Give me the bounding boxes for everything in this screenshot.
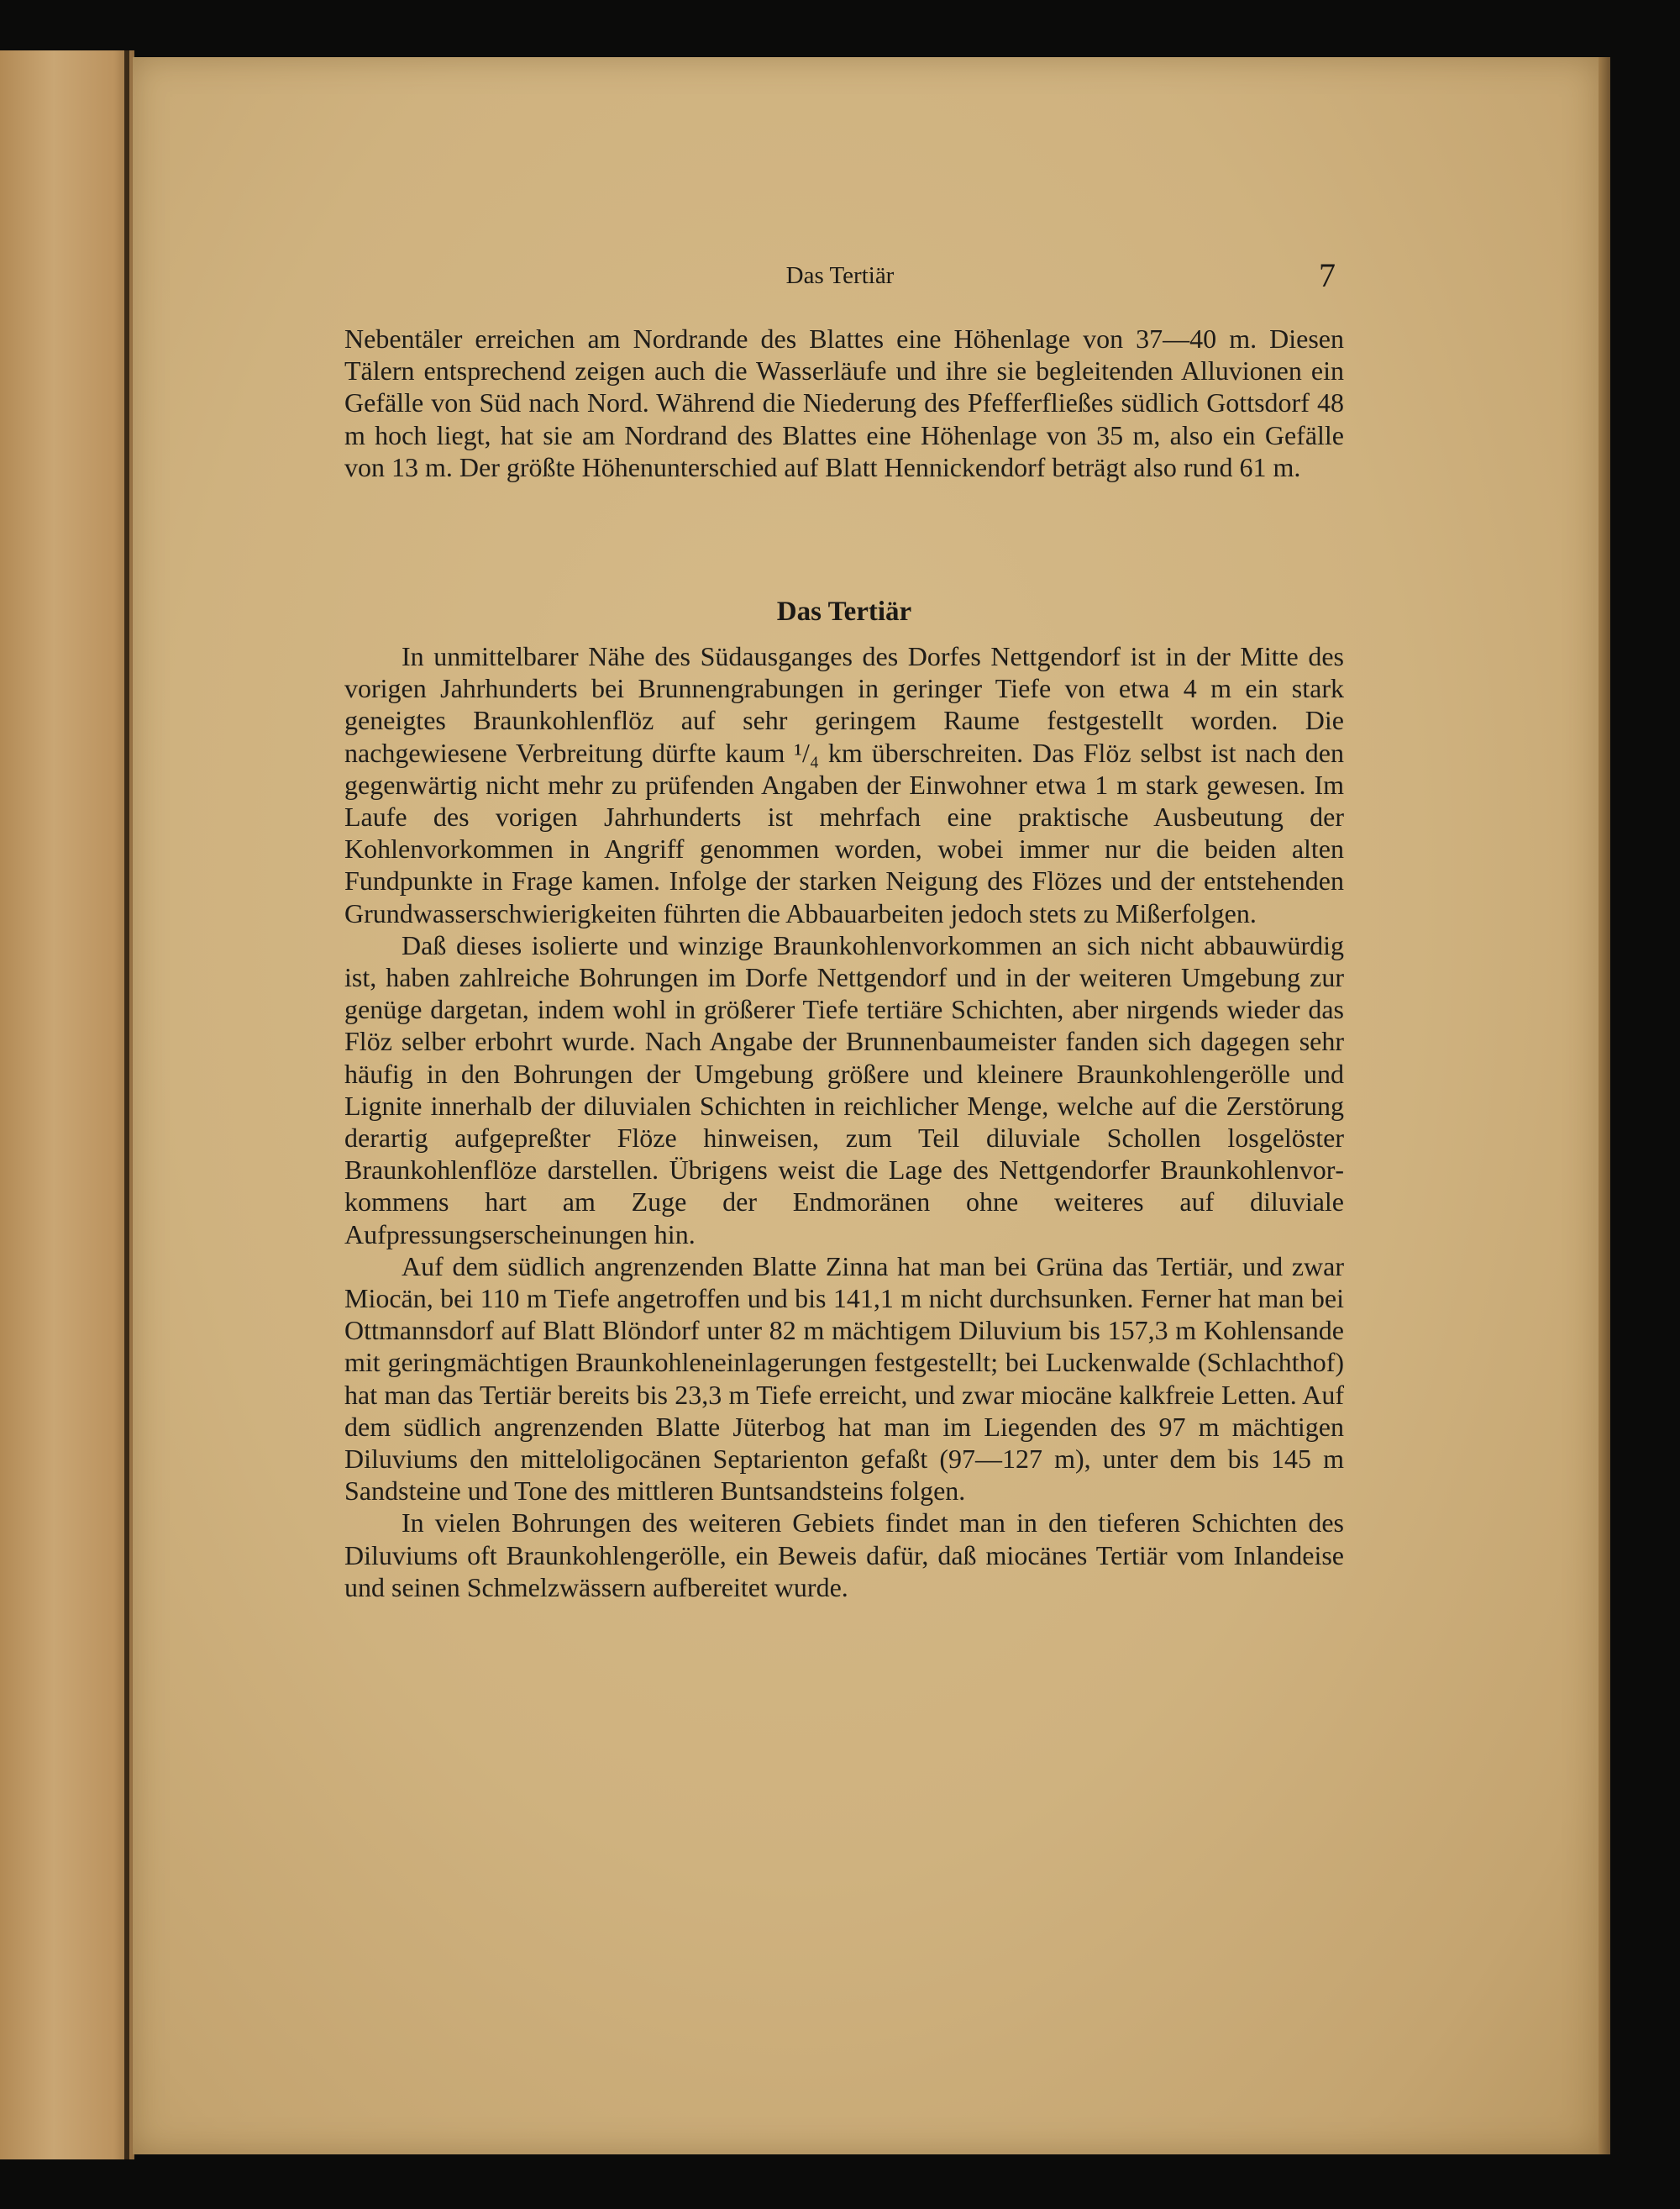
paragraph: Daß dieses isolierte und winzige Braunkohlenvorkommen an sich nicht abbauwürdig ist, haben zahlreiche Bohrungen im Dorfe Nettgendorf und in der weiteren Umgebung zur genüge dargetan, indem wohl in größerer Tiefe tertiäre Schichten, aber nirgends wieder das Flöz selber erbohrt wurde. Nach Angabe der Brunnenbaumeister fanden sich dagegen sehr häufig in den Bohrungen der Umgebung größere und kleinere Braunkohlengerölle und Lignite innerhalb der diluvialen Schichten in reichlicher Menge, welche auf die Zerstörung derartig aufgepreßter Flöze hinweisen, zum Teil diluviale Schollen losgelöster Braunkohlenflöze darstellen. Übrigens weist die Lage des Nettgendorfer Braunkohlenvorkommens hart am Zuge der Endmoränen ohne weiteres auf diluviale Aufpressungserscheinungen hin. <box>344 929 1344 1249</box>
paragraph: Auf dem südlich angrenzenden Blatte Zinna hat man bei Grüna das Tertiär, und zwar Miocän, bei 110 m Tiefe angetroffen und bis 141,1 m nicht durchsunken. Ferner hat man bei Ottmannsdorf auf Blatt Blöndorf unter 82 m mächtigem Diluvium bis 157,3 m Kohlensande mit geringmächtigen Braunkohleneinlagerungen festgestellt; bei Luckenwalde (Schlachthof) hat man das Tertiär bereits bis 23,3 m Tiefe erreicht, und zwar miocäne kalkfreie Letten. Auf dem südlich angrenzenden Blatte Jüterbog hat man im Liegenden des 97 m mächtigen Diluviums den mitteloligocänen Septarienton gefaßt (97—127 m), unter dem bis 145 m Sandsteine und Tone des mittleren Buntsandsteins folgen. <box>344 1250 1344 1507</box>
right-page-edge <box>1599 57 1610 2154</box>
left-page-edge <box>0 50 134 2159</box>
book-binding <box>124 50 129 2159</box>
section-body <box>344 640 1344 1603</box>
running-title: Das Tertiär <box>785 262 895 289</box>
page-number: 7 <box>1319 256 1336 294</box>
section-heading: Das Tertiär <box>776 597 912 627</box>
intro-paragraph: Nebentäler erreichen am Nordrande des Blattes eine Höhenlage von 37—40 m. Diesen Tälern entsprechend zeigen auch die Wasserläufe und ihre sie begleitenden Alluvionen ein Gefälle von Süd nach Nord. Während die Niederung des Pfefferfließes südlich Gottsdorf 48 m hoch liegt, hat sie am Nordrand des Blattes eine Höhenlage von 35 m, also ein Gefälle von 13 m. Der größte Höhenunterschied auf Blatt Hennickendorf beträgt also rund 61 m. <box>344 323 1344 482</box>
intro-text <box>344 323 1344 483</box>
paragraph: In vielen Bohrungen des weiteren Gebiets findet man in den tieferen Schichten des Diluviums oft Braunkohlengerölle, ein Beweis dafür, daß miocänes Tertiär vom Inlandeise und seinen Schmelzwässern aufbereitet wurde. <box>344 1507 1344 1602</box>
paragraph: In unmittelbarer Nähe des Südausganges des Dorfes Nettgendorf ist in der Mitte des vorigen Jahrhunderts bei Brunnengrabungen in geringer Tiefe von etwa 4 m ein stark geneigtes Braunkohlenflöz auf sehr geringem Raume festgestellt worden. Die nachgewiesene Verbreitung dürfte kaum ¹/₄ km überschreiten. Das Flöz selbst ist nach den gegenwärtig nicht mehr zu prüfenden Angaben der Einwohner etwa 1 m stark gewesen. Im Laufe des vorigen Jahrhunderts ist mehrfach eine praktische Ausbeutung der Kohlenvorkommen in Angriff genommen worden, wobei immer nur die beiden alten Fundpunkte in Frage kamen. Infolge der starken Neigung des Flözes und der entstehenden Grundwasserschwierigkeiten führten die Abbauarbeiten jedoch stets zu Mißerfolgen. <box>344 641 1344 928</box>
running-header <box>344 252 1336 302</box>
